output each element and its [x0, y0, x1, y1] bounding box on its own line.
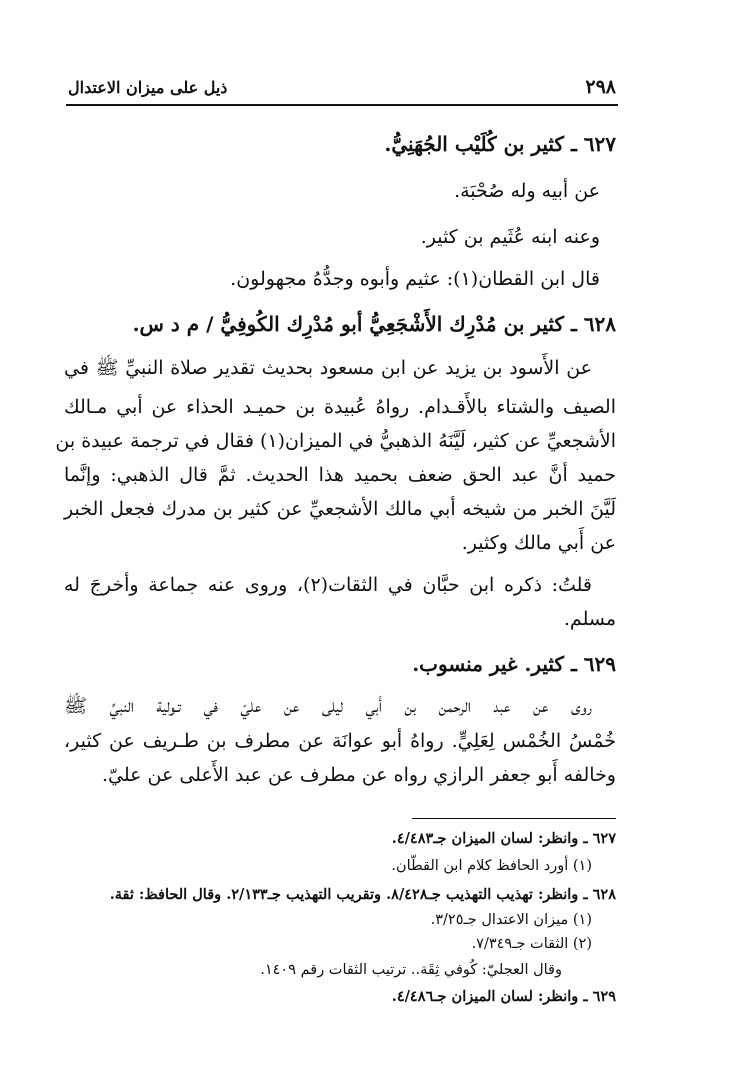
paragraph-line: حميد أنَّ عبد الحق ضعف بحميد هذا الحديث. ثمَّ قال الذهبي: وإنَّما	[64, 464, 616, 486]
footnote-629: ٦٢٩ ـ وانظر: لسان الميزان جـ٤/٤٨٦.	[391, 988, 616, 1005]
footnote-item: (١) ميزان الاعتدال جـ٣/٢٥.	[430, 912, 592, 928]
footnote-item: وقال العجليّ: كُوفي ثِقَة.. ترتيب الثقات رقم ١٤٠٩.	[260, 962, 562, 978]
entry-628-title: ٦٢٨ ـ كثير بن مُدْرِك الأَشْجَعِيُّ أبو مُدْرِك الكُوفِيُّ / م د س.	[132, 312, 616, 336]
paragraph-line: مسلم.	[563, 608, 616, 630]
header-rule	[66, 104, 618, 106]
running-title: ذيل على ميزان الاعتدال	[68, 78, 228, 97]
paragraph-line: قلتُ: ذكره ابن حبَّان في الثقات(٢)، وروى عنه جماعة وأخرجَ له	[64, 574, 592, 596]
footnote-628: ٦٢٨ ـ وانظر: تهذيب التهذيب جـ٨/٤٢٨. وتقريب التهذيب جـ٢/١٣٣. وقال الحافظ: ثقة.	[109, 886, 616, 903]
footnote-item: (١) أورد الحافظ كلام ابن القطّان.	[391, 858, 592, 874]
page-header	[68, 76, 616, 106]
page-number: ٢٩٨	[585, 76, 616, 98]
entry-627-line: قال ابن القطان(١): عثيم وأبوه وجدُّهُ مجهولون.	[230, 268, 600, 290]
entry-627-line: وعنه ابنه عُثَيم بن كثير.	[420, 226, 600, 248]
footnote-627: ٦٢٧ ـ وانظر: لسان الميزان جـ٤/٤٨٣.	[391, 830, 616, 847]
paragraph-line: لَيَّنَ الخبر من شيخه أبي مالك الأشجعيِّ عن كثير بن مدرك فجعل الخبر	[64, 498, 616, 520]
entry-627-line: عن أبيه وله صُحْبَة.	[454, 180, 600, 202]
paragraph-line: عن أَبي مالك وكثير.	[461, 532, 616, 554]
paragraph-line: الصيف والشتاء بالأَقـدام. رواهُ عُبيدة بن حميـد الحذاء عن أبي مـالك	[64, 396, 616, 418]
paragraph-line: عن الأَسود بن يزيد عن ابن مسعود بحديث تقدير صلاة النبيِّ ﷺ في	[64, 357, 592, 379]
footnote-divider	[412, 818, 616, 819]
paragraph-line: روى عن عبد الرحمن بن أَبي ليلى عن عليّ في تـولية النبيِّ ﷺ	[64, 695, 592, 717]
footnote-item: (٢) الثقات جـ٧/٣٤٩.	[471, 936, 592, 952]
entry-629-title: ٦٢٩ ـ كثير. غير منسوب.	[412, 652, 616, 676]
paragraph-line: وخالفه أَبو جعفر الرازي رواه عن مطرف عن عبد الأَعلى عن عليّ.	[101, 764, 616, 786]
entry-627-title: ٦٢٧ ـ كثير بن كُلَيْب الجُهَنِيُّ.	[384, 132, 616, 156]
paragraph-line: الأشجعيِّ عن كثير، لَيَّنَهُ الذهبيُّ في الميزان(١) فقال في ترجمة عبيدة بن	[55, 430, 616, 452]
paragraph-line: خُمْسُ الخُمْس لِعَلِيٍّ. رواهُ أبو عوانَة عن مطرف بن طـريف عن كثير،	[64, 730, 616, 752]
